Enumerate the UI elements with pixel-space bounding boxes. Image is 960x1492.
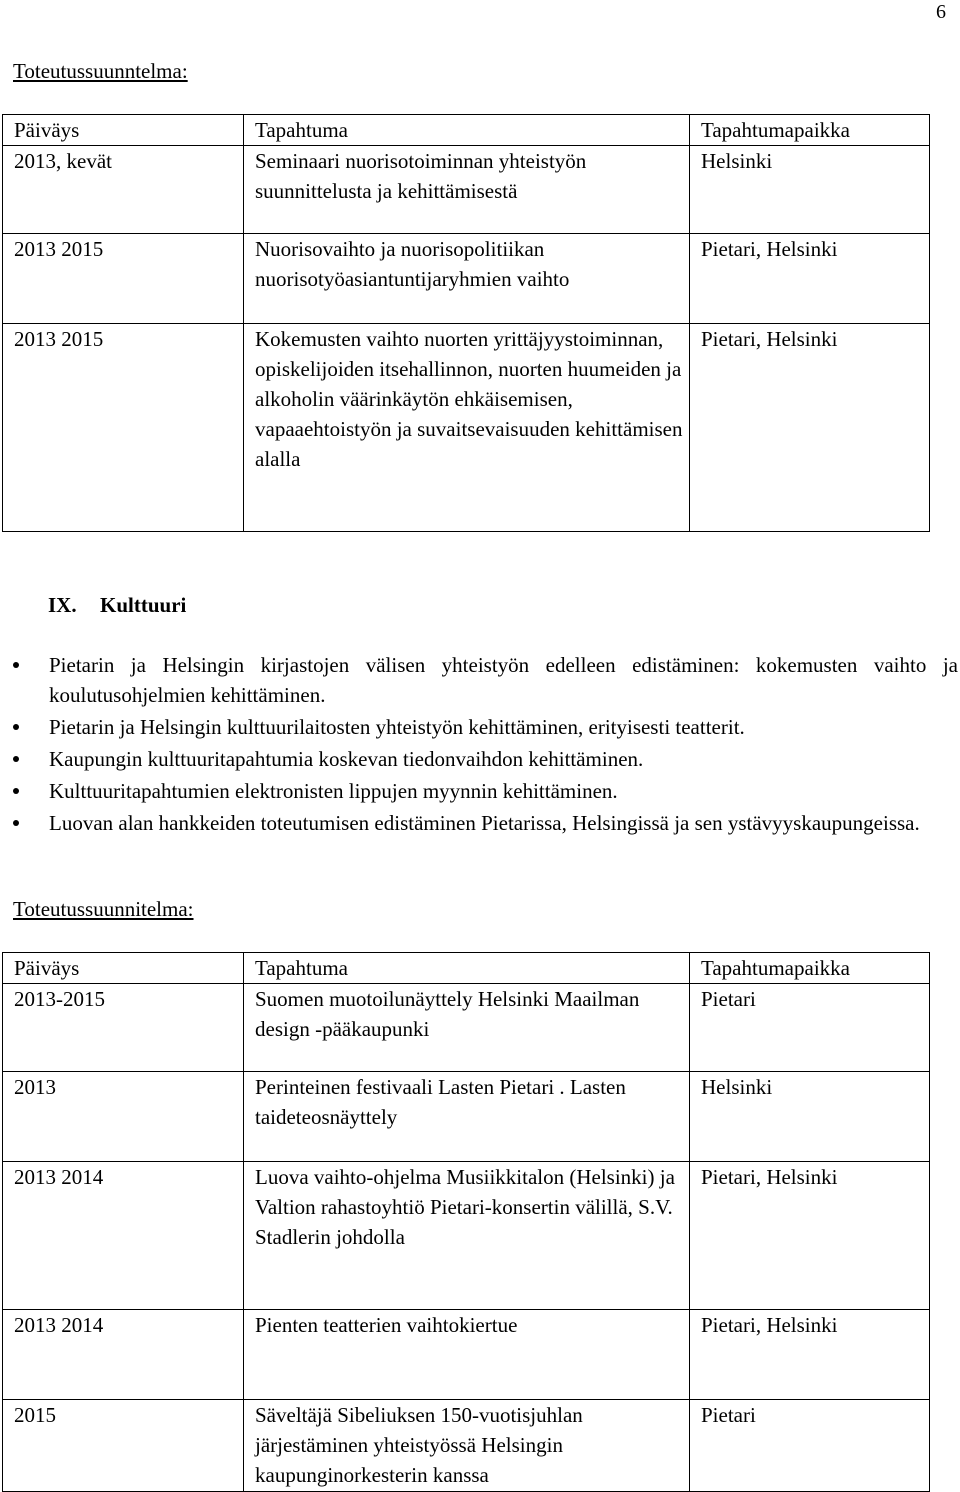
row-venue: Pietari, Helsinki [690, 1310, 930, 1400]
row-date: 2013-2015 [3, 984, 244, 1072]
header-venue: Tapahtumapaikka [690, 953, 930, 984]
bullet-icon [13, 724, 19, 730]
table-header-row [3, 115, 930, 146]
row-date: 2013, kevät [3, 146, 244, 234]
header-date: Päiväys [3, 115, 244, 146]
list-item: Luovan alan hankkeiden toteutumisen edistäminen Pietarissa, Helsingissä ja sen ystävyyskaupungeissa. [0, 808, 960, 838]
table-row [3, 1072, 930, 1162]
row-venue: Pietari [690, 984, 930, 1072]
schedule-table-culture [2, 952, 930, 1492]
header-venue: Tapahtumapaikka [690, 115, 930, 146]
row-event: Perinteinen festivaali Lasten Pietari . Lasten taideteosnäyttely [244, 1072, 690, 1162]
row-event: Pienten teatterien vaihtokiertue [244, 1310, 690, 1400]
row-event: Nuorisovaihto ja nuorisopolitiikan nuorisotyöasiantuntijaryhmien vaihto [244, 234, 690, 324]
page-number: 6 [936, 1, 946, 23]
row-date: 2013 2015 [3, 324, 244, 532]
header-date: Päiväys [3, 953, 244, 984]
row-date: 2013 [3, 1072, 244, 1162]
table-row [3, 984, 930, 1072]
section-number: IX. [48, 593, 77, 617]
row-venue: Pietari [690, 1400, 930, 1492]
row-date: 2013 2015 [3, 234, 244, 324]
list-item: Kaupungin kulttuuritapahtumia koskevan tiedonvaihdon kehittäminen. [0, 744, 960, 774]
row-event: Suomen muotoilunäyttely Helsinki Maailman design -pääkaupunki [244, 984, 690, 1072]
row-event: Säveltäjä Sibeliuksen 150-vuotisjuhlan järjestäminen yhteistyössä Helsingin kaupunginorkesterin kanssa [244, 1400, 690, 1492]
header-event: Tapahtuma [244, 953, 690, 984]
bullet-icon [13, 820, 19, 826]
row-venue: Helsinki [690, 1072, 930, 1162]
header-event: Tapahtuma [244, 115, 690, 146]
row-venue: Helsinki [690, 146, 930, 234]
section-title: Kulttuuri [100, 593, 187, 617]
row-event: Kokemusten vaihto nuorten yrittäjyystoiminnan, opiskelijoiden itsehallinnon, nuorten huumeiden ja alkoholin väärinkäytön ehkäisemisen, vapaaehtoistyön ja suvaitsevaisuuden kehittämisen alalla [244, 324, 690, 532]
row-event: Seminaari nuorisotoiminnan yhteistyön suunnittelusta ja kehittämisestä [244, 146, 690, 234]
plan-heading: Toteutussuunnitelma: [13, 897, 194, 921]
list-item: Kulttuuritapahtumien elektronisten lippujen myynnin kehittäminen. [0, 776, 960, 806]
row-venue: Pietari, Helsinki [690, 1162, 930, 1310]
list-item: Pietarin ja Helsingin kulttuurilaitosten yhteistyön kehittäminen, erityisesti teatterit. [0, 712, 960, 742]
table-row [3, 234, 930, 324]
table-row [3, 1400, 930, 1492]
bullet-icon [13, 756, 19, 762]
bullet-icon [13, 662, 19, 668]
table-row [3, 1310, 930, 1400]
plan-heading: Toteutussuunntelma: [13, 59, 188, 83]
table-row [3, 324, 930, 532]
list-item: Pietarin ja Helsingin kirjastojen välisen yhteistyön edelleen edistäminen: kokemusten vaihto ja koulutusohjelmien kehittäminen. [0, 650, 960, 710]
section-heading [48, 590, 186, 620]
row-venue: Pietari, Helsinki [690, 324, 930, 532]
bullet-icon [13, 788, 19, 794]
schedule-table-youth [2, 114, 930, 532]
table-row [3, 146, 930, 234]
row-date: 2013 2014 [3, 1310, 244, 1400]
row-date: 2013 2014 [3, 1162, 244, 1310]
culture-bullet-list [0, 650, 960, 840]
row-date: 2015 [3, 1400, 244, 1492]
table-header-row [3, 953, 930, 984]
row-venue: Pietari, Helsinki [690, 234, 930, 324]
table-row [3, 1162, 930, 1310]
row-event: Luova vaihto-ohjelma Musiikkitalon (Helsinki) ja Valtion rahastoyhtiö Pietari-konsertin välillä, S.V. Stadlerin johdolla [244, 1162, 690, 1310]
